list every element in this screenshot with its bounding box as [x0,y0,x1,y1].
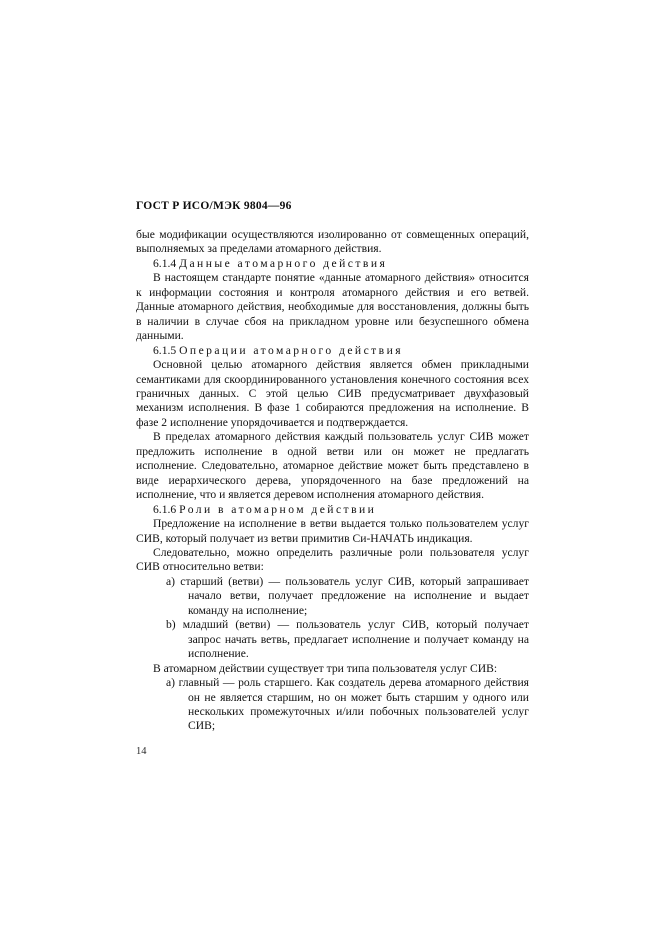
section-6-1-5-paragraph-2: В пределах атомарного действия каждый пользователь услуг СИВ может предложить исполнение в одной ветви или он может не предлагать исполнение. Следовательно, атомарное действие может быть представлено в виде иерархического дерева, упорядоченного на базе предложений на исполнение, что и является деревом исполнения атомарного действия. [136,430,529,502]
section-6-1-6-paragraph-2: Следовательно, можно определить различные роли пользователя услуг СИВ относительно ветви: [136,545,529,574]
section-heading-6-1-4 [136,257,529,271]
page-content [136,200,529,734]
section-6-1-5-paragraph-1: Основной целью атомарного действия является обмен прикладными семантиками для скоординированного установления конечного состояния всех граничных данных. С этой целью СИВ предусматривает двухфазовый механизм исполнения. В фазе 1 собираются предложения на исполнение. В фазе 2 исполнение упорядочивается и подтверждается. [136,358,529,429]
section-number-6-1-4: 6.1.4 [153,256,177,270]
section-title-6-1-4: Данные атомарного действия [179,256,388,270]
section-title-6-1-5: Операции атомарного действия [179,343,404,357]
list-item: a) старший (ветви) — пользователь услуг СИВ, который запрашивает начало ветви, получает предложение на исполнение и выдает команду на исполнение; [166,574,529,617]
list-item: b) младший (ветви) — пользователь услуг СИВ, который получает запрос начать ветвь, предлагает исполнение и получает команду на исполнение. [166,618,529,661]
roles-list-two [136,676,529,734]
section-number-6-1-6: 6.1.6 [153,502,177,516]
section-number-6-1-5: 6.1.5 [153,343,177,357]
section-6-1-4-paragraph-1: В настоящем стандарте понятие «данные атомарного действия» относится к информации состояния и контроля атомарного действия и его ветвей. Данные атомарного действия, необходимые для восстановления, должны быть в наличии в случае сбоя на прикладном уровне или безуспешного обмена данными. [136,271,529,343]
section-heading-6-1-6 [136,503,529,517]
section-title-6-1-6: Роли в атомарном действии [179,502,377,516]
page-number: 14 [136,746,147,757]
section-heading-6-1-5 [136,344,529,358]
list-item: a) главный — роль старшего. Как создатель дерева атомарного действия он не является старшим, но он может быть старшим у одного или нескольких промежуточных и/или побочных пользователей услуг СИВ; [166,676,529,733]
standard-header: ГОСТ Р ИСО/МЭК 9804—96 [136,200,292,212]
continued-paragraph: бые модификации осуществляются изолированно от совмещенных операций, выполняемых за пределами атомарного действия. [136,228,529,256]
section-6-1-6-paragraph-1: Предложение на исполнение в ветви выдается только пользователем услуг СИВ, который получает из ветви примитив Си-НАЧАТЬ индикация. [136,517,529,545]
roles-list-one [136,575,529,662]
section-6-1-6-intro-two: В атомарном действии существует три типа пользователя услуг СИВ: [153,661,498,675]
